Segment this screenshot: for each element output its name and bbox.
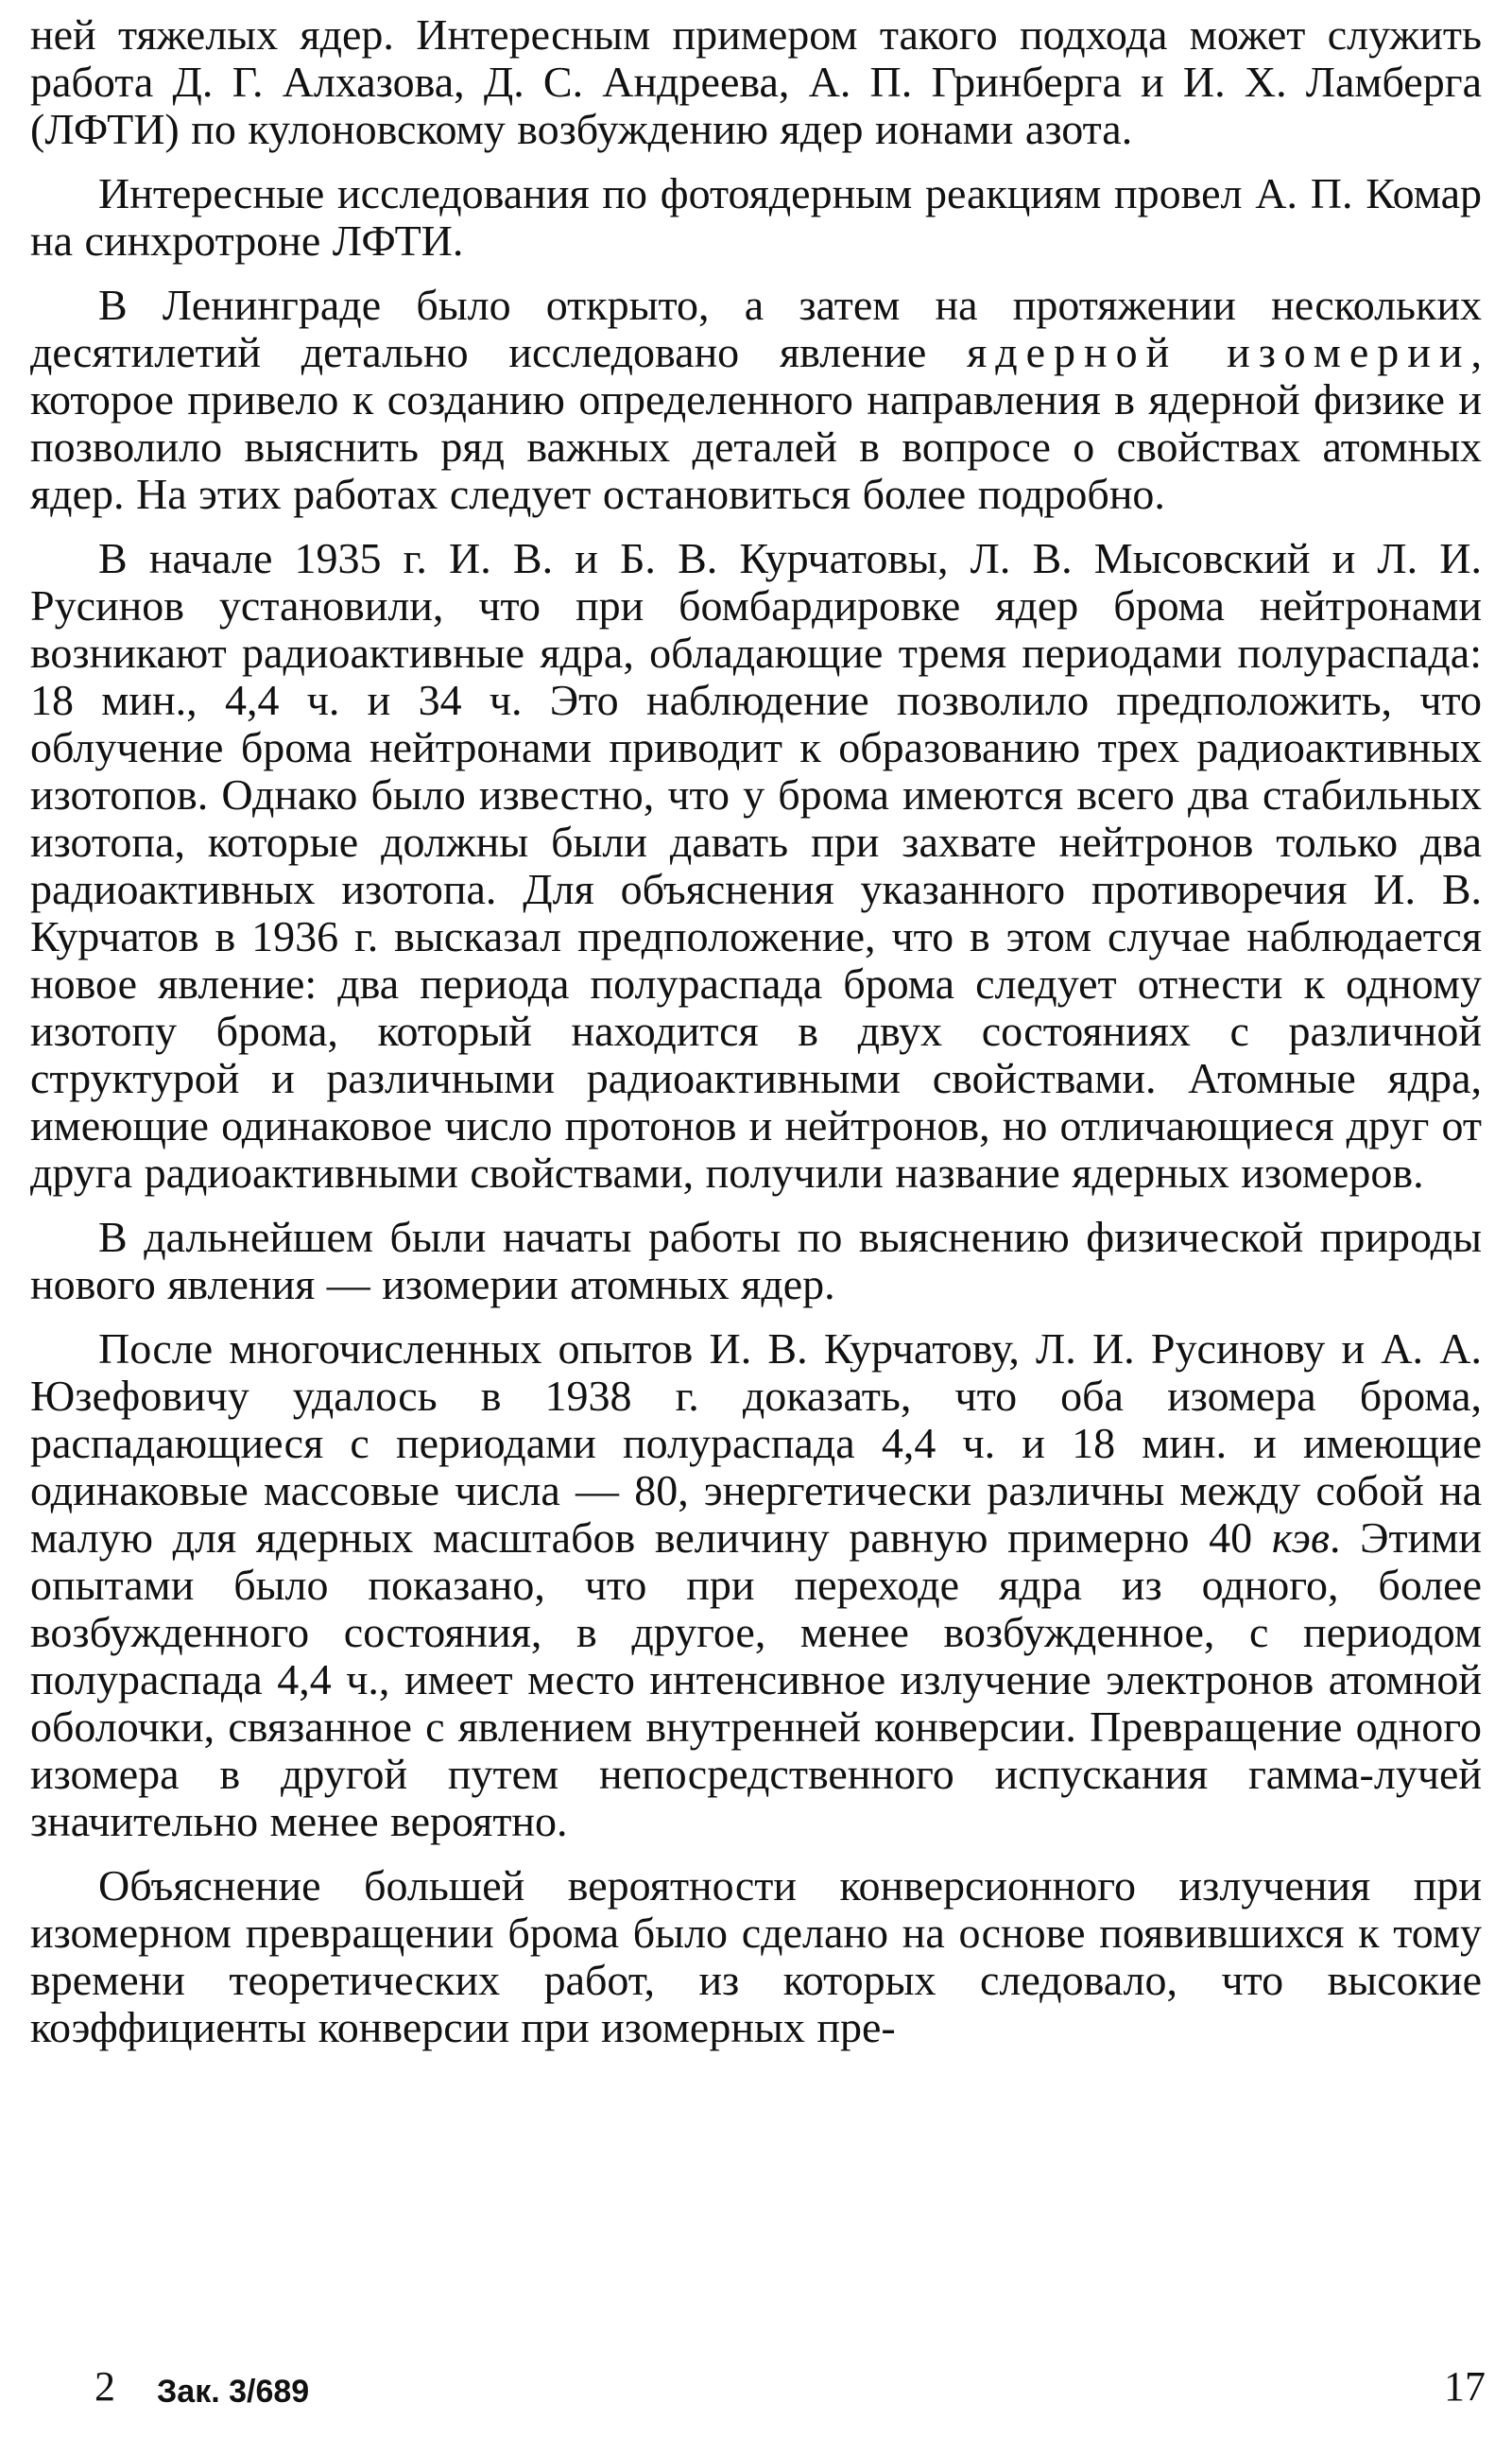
- page-number: 17: [1444, 2363, 1486, 2410]
- energy-unit: кэв: [1271, 1513, 1330, 1562]
- paragraph-bromine-isomers-proof: [30, 1325, 1482, 1845]
- order-mark: Зак. 3/689: [157, 2374, 310, 2410]
- isomerism-text-after: , которое привело к созданию определенного направления в ядерной физике и позволило выяснить ряд важных деталей в вопросе о свойствах атомных ядер. На этих работах следует остановиться более подробно.: [30, 328, 1482, 518]
- paragraph-bromine-discovery: В начале 1935 г. И. В. и Б. В. Курчатовы, Л. В. Мысовский и Л. И. Русинов установили, что при бомбардировке ядер брома нейтронами возникают радиоактивные ядра, обладающие тремя периодами полураспада: 18 мин., 4,4 ч. и 34 ч. Это наблюдение позволило предположить, что облучение брома нейтронами приводит к образованию трех радиоактивных изотопов. Однако было известно, что у брома имеются всего два стабильных изотопа, которые должны были давать при захвате нейтронов только два радиоактивных изотопа. Для объяснения указанного противоречия И. В. Курчатов в 1936 г. высказал предположение, что в этом случае наблюдается новое явление: два периода полураспада брома следует отнести к одному изотопу брома, который находится в двух состояниях с различной структурой и различными радиоактивными свойствами. Атомные ядра, имеющие одинаковое число протонов и нейтронов, но отличающиеся друг от друга радиоактивными свойствами, получили название ядерных изомеров.: [30, 534, 1482, 1197]
- paragraph-heavy-nuclei: ней тяжелых ядер. Интересным примером такого подхода может служить работа Д. Г. Алхазова, Д. С. Андреева, А. П. Гринберга и И. Х. Ламберга (ЛФТИ) по кулоновскому возбуждению ядер ионами азота.: [30, 10, 1482, 153]
- page-body: [30, 11, 1482, 2068]
- isomerism-text-before: В Ленинграде было открыто, а затем на протяжении нескольких десятилетий детально исследовано явление: [30, 281, 1482, 376]
- page-footer: [94, 2363, 1486, 2420]
- proof-text-before: После многочисленных опытов И. В. Курчатову, Л. И. Русинову и А. А. Юзефовичу удалось в 1938 г. доказать, что оба изомера брома, распадающиеся с периодами полураспада 4,4 ч. и 18 мин. и имеющие одинаковые массовые числа — 80, энергетически различны между собой на малую для ядерных масштабов величину равную примерно 40: [30, 1324, 1482, 1562]
- isomerism-emphasis: ядерной изомерии: [967, 328, 1471, 376]
- proof-text-after: . Этими опытами было показано, что при переходе ядра из одного, более возбужденного состояния, в другое, менее возбужденное, с периодом полураспада 4,4 ч., имеет место интенсивное излучение электронов атомной оболочки, связанное с явлением внутренней конверсии. Превращение одного изомера в другой путем непосредственного испускания гамма-лучей значительно менее вероятно.: [30, 1513, 1482, 1845]
- signature-number: 2: [94, 2363, 115, 2410]
- paragraph-photonuclear: Интересные исследования по фотоядерным реакциям провел А. П. Комар на синхротроне ЛФТИ.: [30, 169, 1482, 265]
- paragraph-nuclear-isomerism: [30, 282, 1482, 518]
- paragraph-further-work: В дальнейшем были начаты работы по выяснению физической природы нового явления — изомерии атомных ядер.: [30, 1213, 1482, 1308]
- paragraph-conversion-explanation: Объяснение большей вероятности конверсионного излучения при изомерном превращении брома было сделано на основе появившихся к тому времени теоретических работ, из которых следовало, что высокие коэффициенты конверсии при изомерных пре-: [30, 1861, 1482, 2051]
